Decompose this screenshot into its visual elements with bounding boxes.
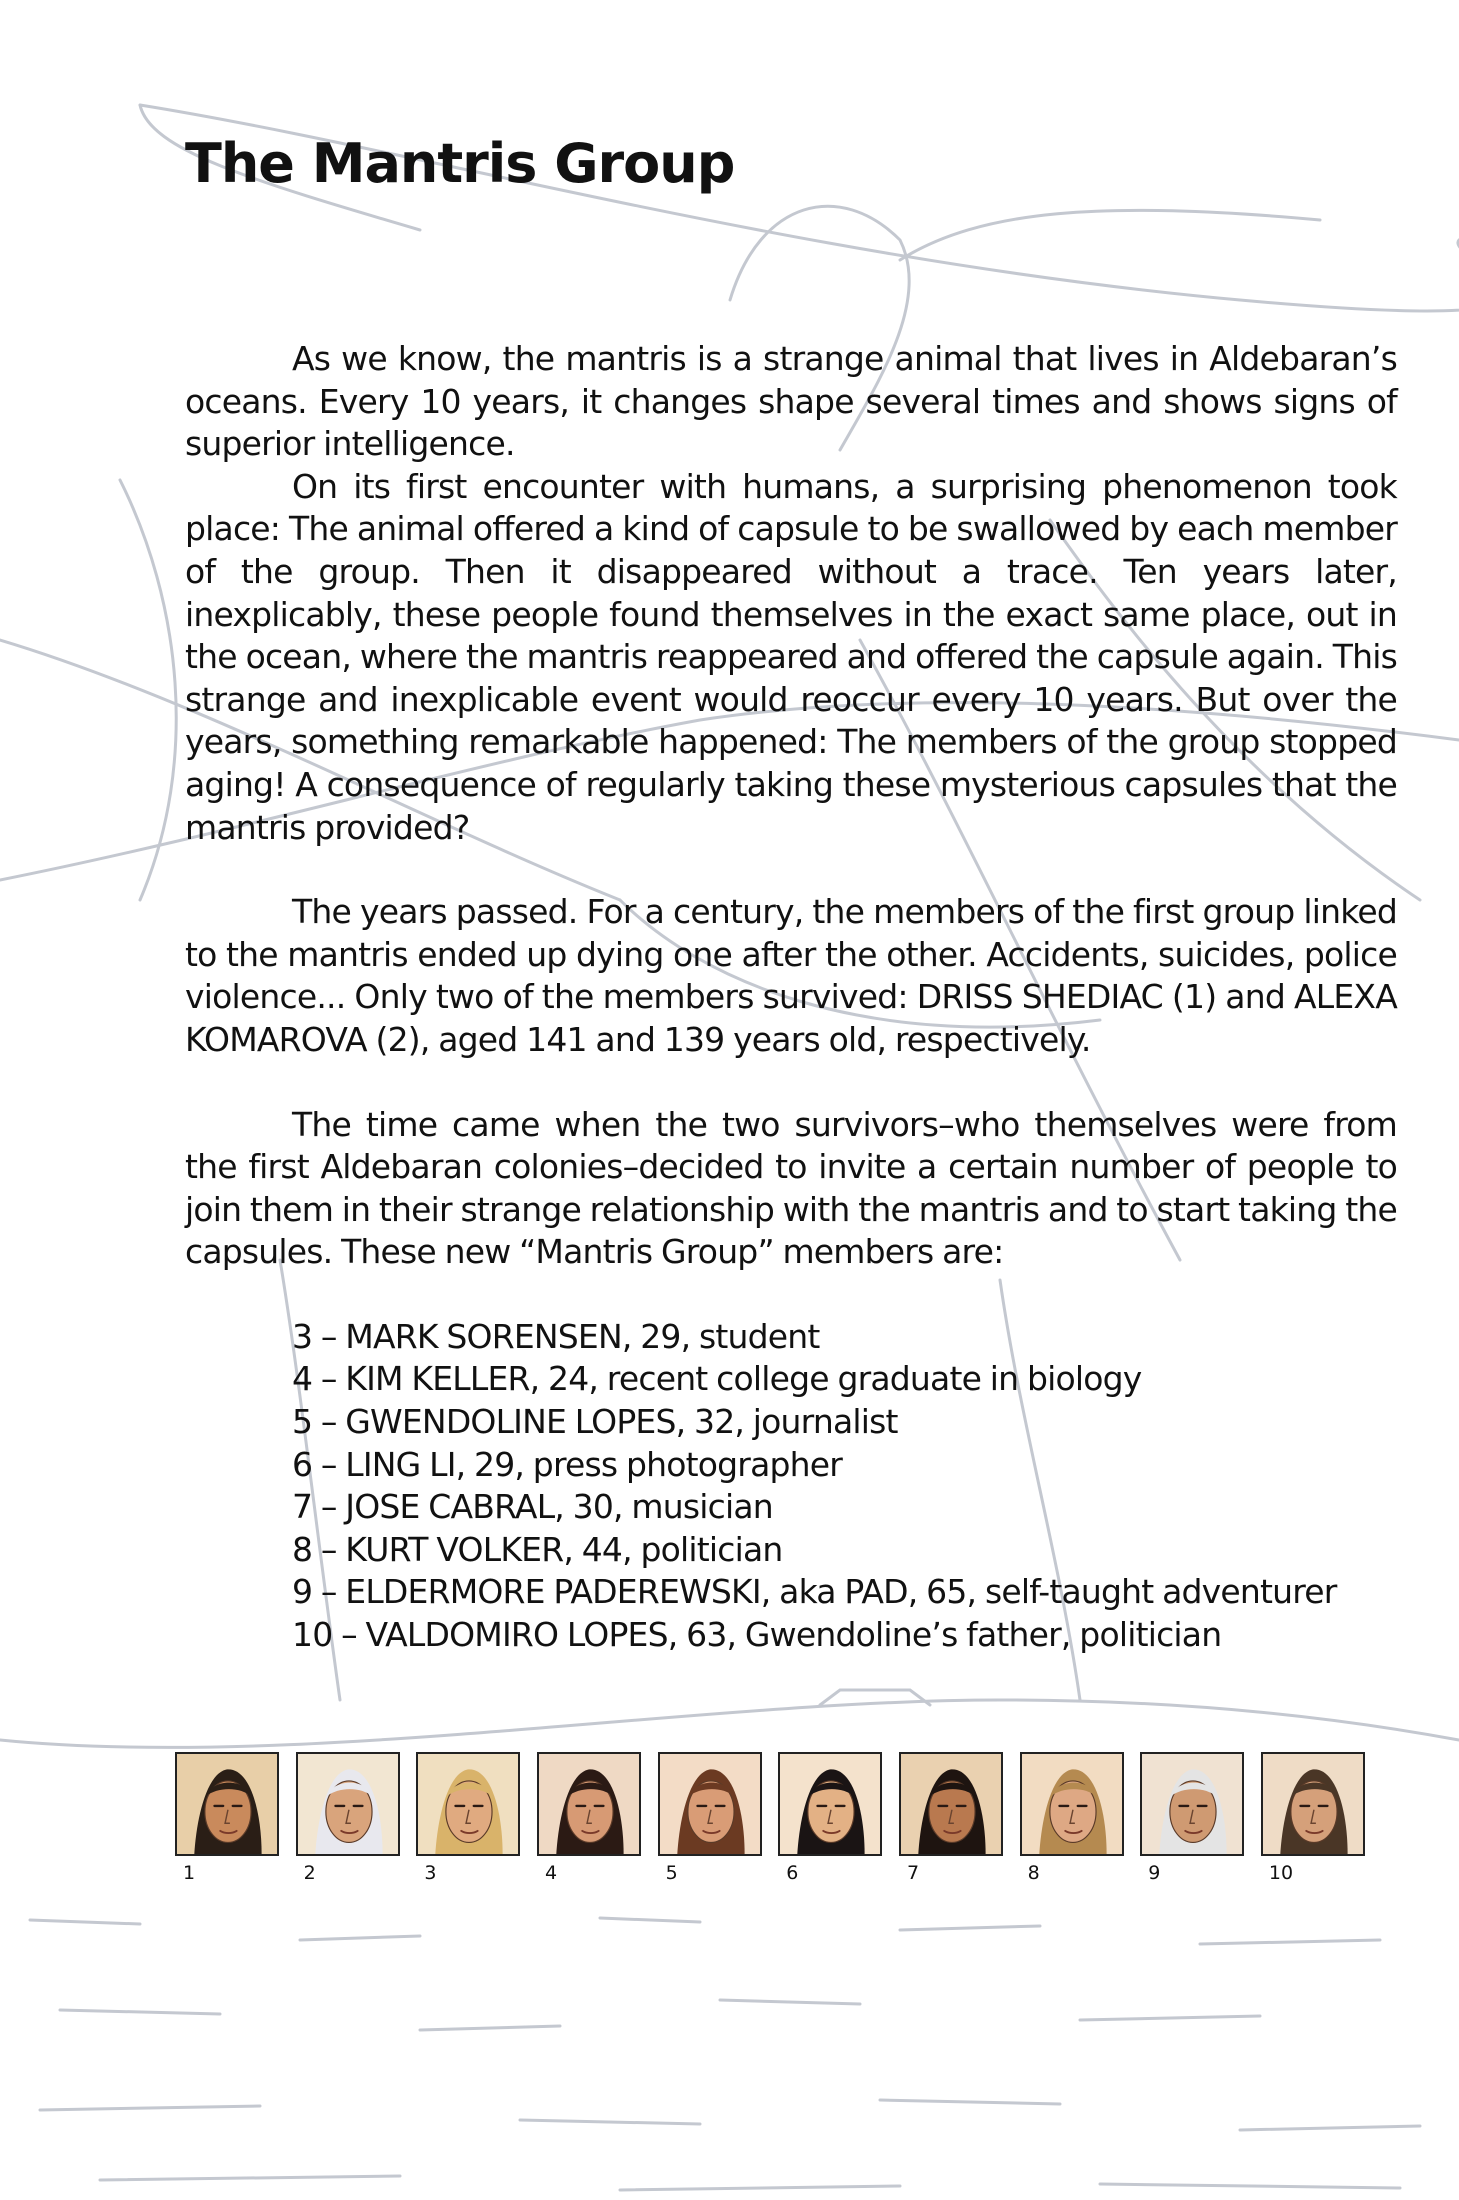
list-item: 4 – KIM KELLER, 24, recent college graduate in biology bbox=[292, 1359, 1142, 1399]
portrait-image bbox=[416, 1752, 520, 1856]
portrait-image bbox=[1261, 1752, 1365, 1856]
portrait-card bbox=[1020, 1752, 1124, 1882]
paragraph-encounter: On its first encounter with humans, a surprising phenomenon took place: The animal offered a kind of capsule to be swallowed by each member of the group. Then it disappeared without a trace. Ten years later, inexplicably, these people found themselves in the exact same place, out in the ocean, where the mantris reappeared and offered the capsule again. This strange and inexplicable event would reoccur every 10 years. But over the years, something remarkable happened: The members of the group stopped aging! A consequence of regularly taking these mysterious capsules that the mantris provided? bbox=[185, 466, 1397, 847]
list-item: 10 – VALDOMIRO LOPES, 63, Gwendoline’s father, politician bbox=[292, 1615, 1222, 1655]
portrait-card bbox=[1140, 1752, 1244, 1882]
portrait-card bbox=[778, 1752, 882, 1882]
portrait-number: 1 bbox=[183, 1862, 196, 1884]
portrait-image bbox=[899, 1752, 1003, 1856]
paragraph-survivors: The years passed. For a century, the members of the first group linked to the mantris ended up dying one after the other. Accidents, suicides, police violence... Only two of the members survived: DRISS SHEDIAC (1) and ALEXA KOMAROVA (2), aged 141 and 139 years old, respectively. bbox=[185, 892, 1397, 1059]
portrait-number: 9 bbox=[1148, 1862, 1161, 1884]
list-item: 8 – KURT VOLKER, 44, politician bbox=[292, 1529, 783, 1569]
portrait-number: 10 bbox=[1268, 1862, 1294, 1884]
portrait-number: 3 bbox=[424, 1862, 437, 1884]
portrait-card bbox=[537, 1752, 641, 1882]
portrait-image bbox=[1020, 1752, 1124, 1856]
portrait-image bbox=[296, 1752, 400, 1856]
portrait-image bbox=[658, 1752, 762, 1856]
list-item: 5 – GWENDOLINE LOPES, 32, journalist bbox=[292, 1402, 898, 1442]
portrait-number: 6 bbox=[786, 1862, 799, 1884]
article-body bbox=[185, 338, 1397, 1657]
portrait-strip bbox=[175, 1752, 1365, 1882]
portrait-card bbox=[296, 1752, 400, 1882]
paragraph-intro: As we know, the mantris is a strange animal that lives in Aldebaran’s oceans. Every 10 years, it changes shape several times and shows signs of superior intelligence. bbox=[185, 339, 1397, 464]
portrait-number: 7 bbox=[906, 1862, 920, 1884]
portrait-image bbox=[537, 1752, 641, 1856]
portrait-number: 5 bbox=[665, 1862, 678, 1884]
portrait-image bbox=[175, 1752, 279, 1856]
portrait-image bbox=[778, 1752, 882, 1856]
list-item: 6 – LING LI, 29, press photographer bbox=[292, 1444, 843, 1484]
member-list bbox=[292, 1316, 1397, 1657]
portrait-card bbox=[899, 1752, 1003, 1882]
list-item: 7 – JOSE CABRAL, 30, musician bbox=[292, 1487, 773, 1527]
page-title: The Mantris Group bbox=[185, 132, 735, 195]
portrait-card bbox=[658, 1752, 762, 1882]
list-item: 3 – MARK SORENSEN, 29, student bbox=[292, 1316, 820, 1356]
portrait-number: 8 bbox=[1027, 1862, 1040, 1884]
paragraph-new-members: The time came when the two survivors–who themselves were from the first Aldebaran colonies–decided to invite a certain number of people to join them in their strange relationship with the mantris and to start taking the capsules. These new “Mantris Group” members are: bbox=[185, 1104, 1397, 1272]
portrait-card bbox=[175, 1752, 279, 1882]
portrait-image bbox=[1140, 1752, 1244, 1856]
portrait-number: 2 bbox=[303, 1862, 316, 1884]
list-item: 9 – ELDERMORE PADEREWSKI, aka PAD, 65, self-taught adventurer bbox=[292, 1572, 1337, 1612]
portrait-card bbox=[416, 1752, 520, 1882]
portrait-number: 4 bbox=[544, 1862, 558, 1884]
portrait-card bbox=[1261, 1752, 1365, 1882]
